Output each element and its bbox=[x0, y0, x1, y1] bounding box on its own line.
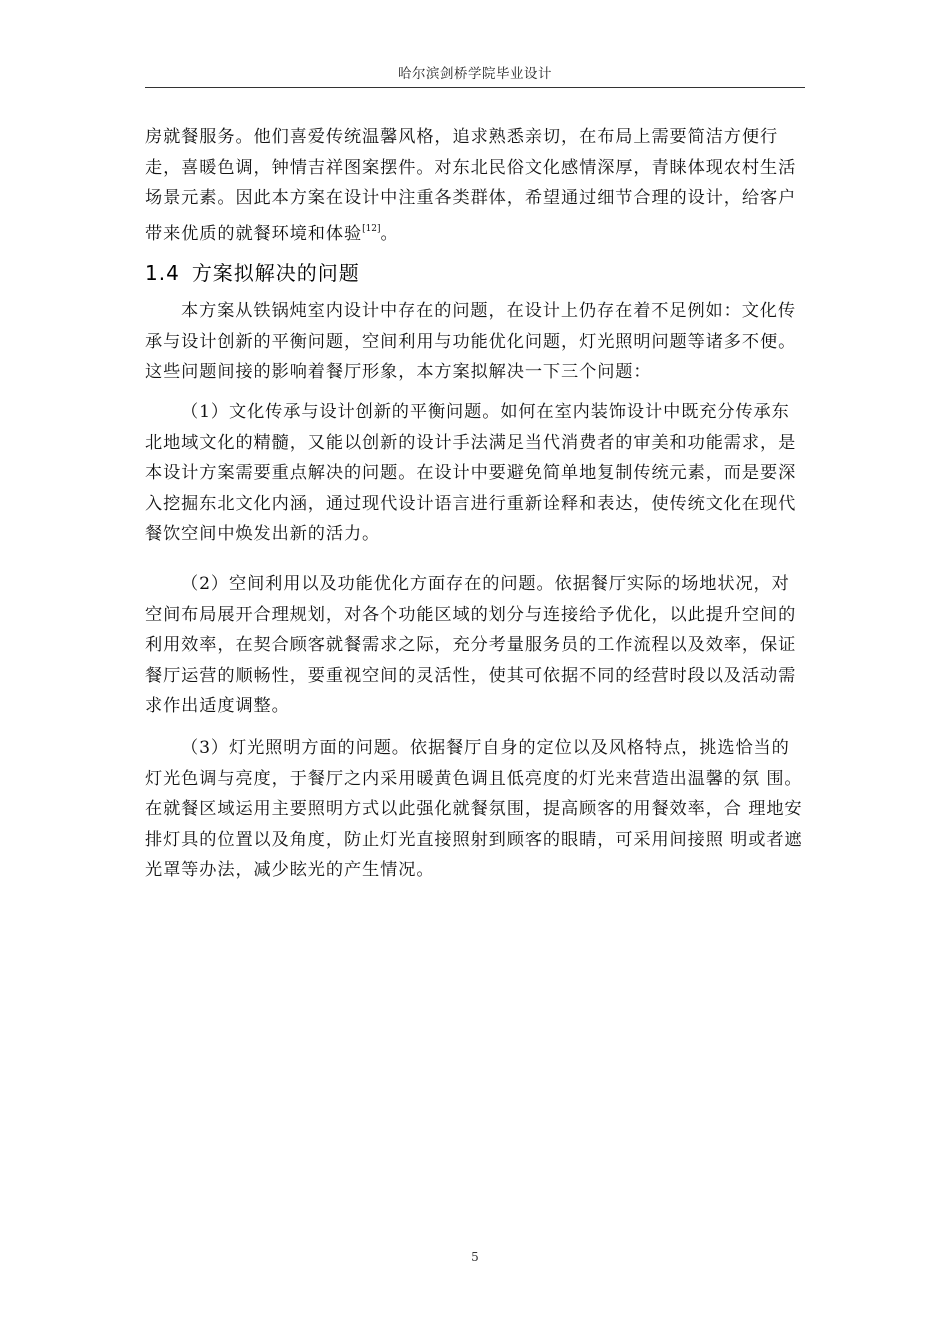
page-header-title: 哈尔滨剑桥学院毕业设计 bbox=[398, 66, 552, 82]
item3-paragraph: （3）灯光照明方面的问题。依据餐厅自身的定位以及风格特点，挑选恰当的灯光色调与亮度，于餐厅之内采用暖黄色调且低亮度的灯光来营造出温馨的氛 围。在就餐区域运用主要照明方式以此强化就餐氛围，提高顾客的用餐效率，合 理地安排灯具的位置以及角度，防止灯光直接照射到顾客的眼睛，可采用间接照 明或者遮光罩等办法，减少眩光的产生情况。 bbox=[145, 738, 803, 880]
continuation-end-mark: 。 bbox=[380, 223, 399, 244]
page-number: 5 bbox=[471, 1250, 479, 1264]
section-heading bbox=[145, 257, 360, 286]
header-divider bbox=[145, 87, 805, 88]
continuation-text: 房就餐服务。他们喜爱传统温馨风格，追求熟悉亲切，在布局上需要简洁方便行走，喜暖色调，钟情吉祥图案摆件。对东北民俗文化感情深厚，青睐体现农村生活场景元素。因此本方案在设计中注重各类群体，希望通过细节合理的设计，给客户带来优质的就餐环境和体验 bbox=[145, 127, 797, 244]
section-number: 1.4 bbox=[145, 261, 180, 285]
intro-paragraph: 本方案从铁锅炖室内设计中存在的问题，在设计上仍存在着不足例如：文化传承与设计创新的平衡问题，空间利用与功能优化问题，灯光照明问题等诸多不便。这些问题间接的影响着餐厅形象，本方案拟解决一下三个问题： bbox=[145, 301, 797, 382]
citation-reference[interactable]: [12] bbox=[362, 223, 381, 234]
section-title: 方案拟解决的问题 bbox=[191, 261, 360, 285]
item1-paragraph: （1）文化传承与设计创新的平衡问题。如何在室内装饰设计中既充分传承东北地域文化的精髓，又能以创新的设计手法满足当代消费者的审美和功能需求，是本设计方案需要重点解决的问题。在设计中要避免简单地复制传统元素，而是要深入挖掘东北文化内涵，通过现代设计语言进行重新诠释和表达，使传统文化在现代餐饮空间中焕发出新的活力。 bbox=[145, 402, 797, 544]
item2-paragraph: （2）空间利用以及功能优化方面存在的问题。依据餐厅实际的场地状况，对空间布局展开合理规划，对各个功能区域的划分与连接给予优化，以此提升空间的利用效率，在契合顾客就餐需求之际，充分考量服务员的工作流程以及效率，保证餐厅运营的顺畅性，要重视空间的灵活性，使其可依据不同的经营时段以及活动需求作出适度调整。 bbox=[145, 574, 797, 716]
continuation-paragraph bbox=[145, 122, 807, 249]
